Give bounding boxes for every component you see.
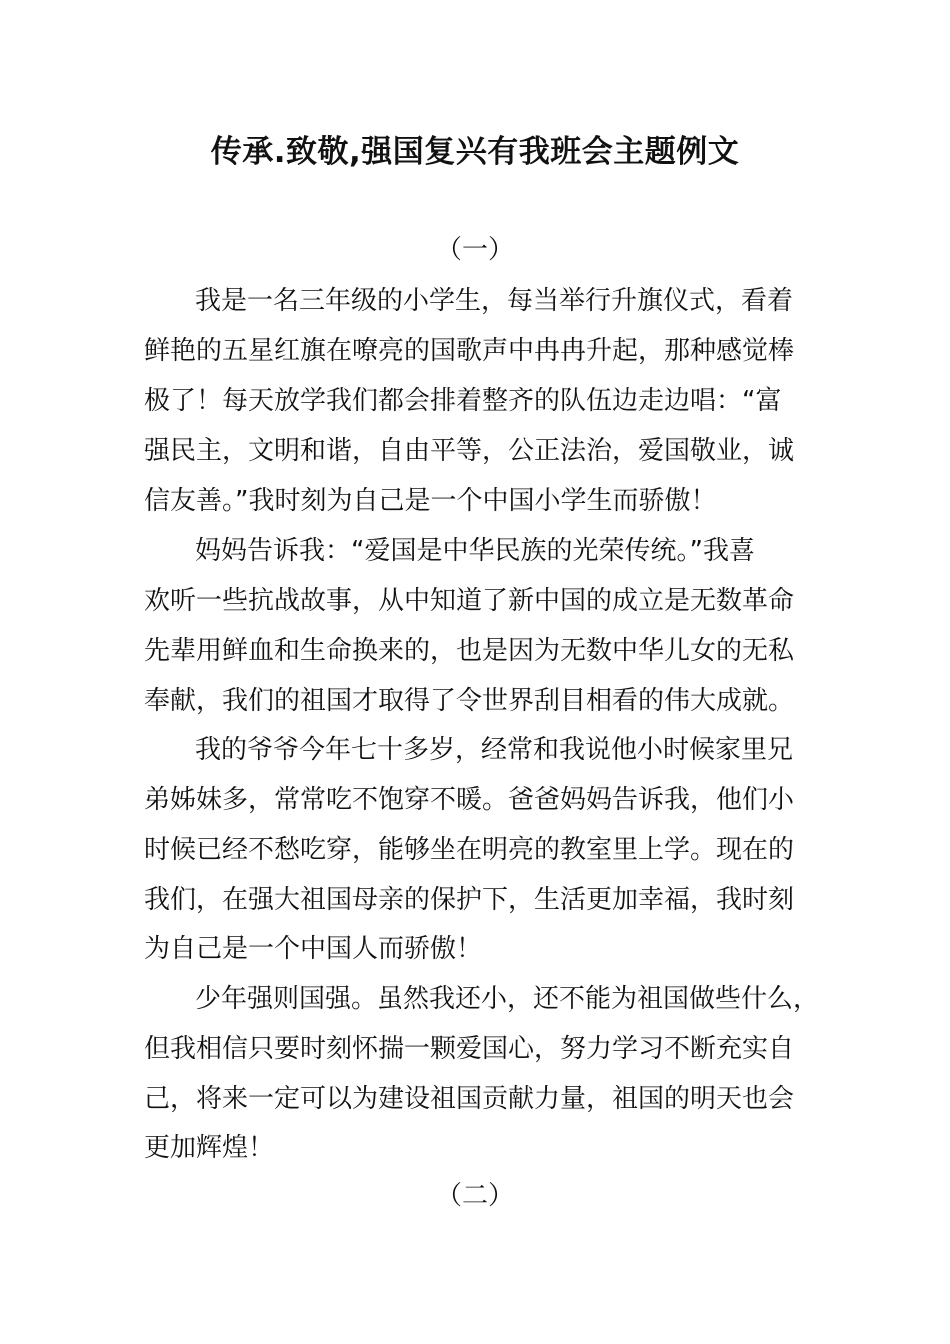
paragraph-line: 先辈用鲜血和生命换来的，也是因为无数中华儿女的无私 xyxy=(144,636,795,666)
paragraph-line: 极了！每天放学我们都会排着整齐的队伍边走边唱：“富 xyxy=(144,386,782,416)
paragraph-line: 时候已经不愁吃穿，能够坐在明亮的教室里上学。现在的 xyxy=(144,835,795,865)
paragraph-line: 更加辉煌！ xyxy=(144,1133,275,1163)
paragraph-line: 鲜艳的五星红旗在嘹亮的国歌声中冉冉升起，那种感觉棒 xyxy=(144,336,795,366)
paragraph-line: 欢听一些抗战故事，从中知道了新中国的成立是无数革命 xyxy=(144,586,795,616)
paragraph-line: 我的爷爷今年七十多岁，经常和我说他小时候家里兄 xyxy=(195,735,794,765)
document-title: 传承.致敬,强国复兴有我班会主题例文 xyxy=(210,134,740,170)
paragraph-line: 己，将来一定可以为建设祖国贡献力量，祖国的明天也会 xyxy=(144,1084,795,1114)
paragraph-line: 但我相信只要时刻怀揣一颗爱国心，努力学习不断充实自 xyxy=(144,1034,795,1064)
paragraph-line: 妈妈告诉我：“爱国是中华民族的光荣传统。”我喜 xyxy=(195,536,755,566)
section-heading-two: （二） xyxy=(435,1181,514,1211)
paragraph-line: 为自己是一个中国人而骄傲！ xyxy=(144,934,483,964)
paragraph-line: 信友善。”我时刻为自己是一个中国小学生而骄傲！ xyxy=(144,486,717,516)
section-heading-one: （一） xyxy=(435,235,514,265)
paragraph-line: 强民主，文明和谐，自由平等，公正法治，爱国敬业，诚 xyxy=(144,436,795,466)
paragraph-line: 我是一名三年级的小学生，每当举行升旗仪式，看着 xyxy=(195,286,794,316)
paragraph-line: 弟姊妹多，常常吃不饱穿不暖。爸爸妈妈告诉我，他们小 xyxy=(144,785,795,815)
paragraph-line: 奉献，我们的祖国才取得了令世界刮目相看的伟大成就。 xyxy=(144,686,795,716)
paragraph-line: 我们，在强大祖国母亲的保护下，生活更加幸福，我时刻 xyxy=(144,885,795,915)
paragraph-line: 少年强则国强。虽然我还小，还不能为祖国做些什么， xyxy=(195,984,820,1014)
